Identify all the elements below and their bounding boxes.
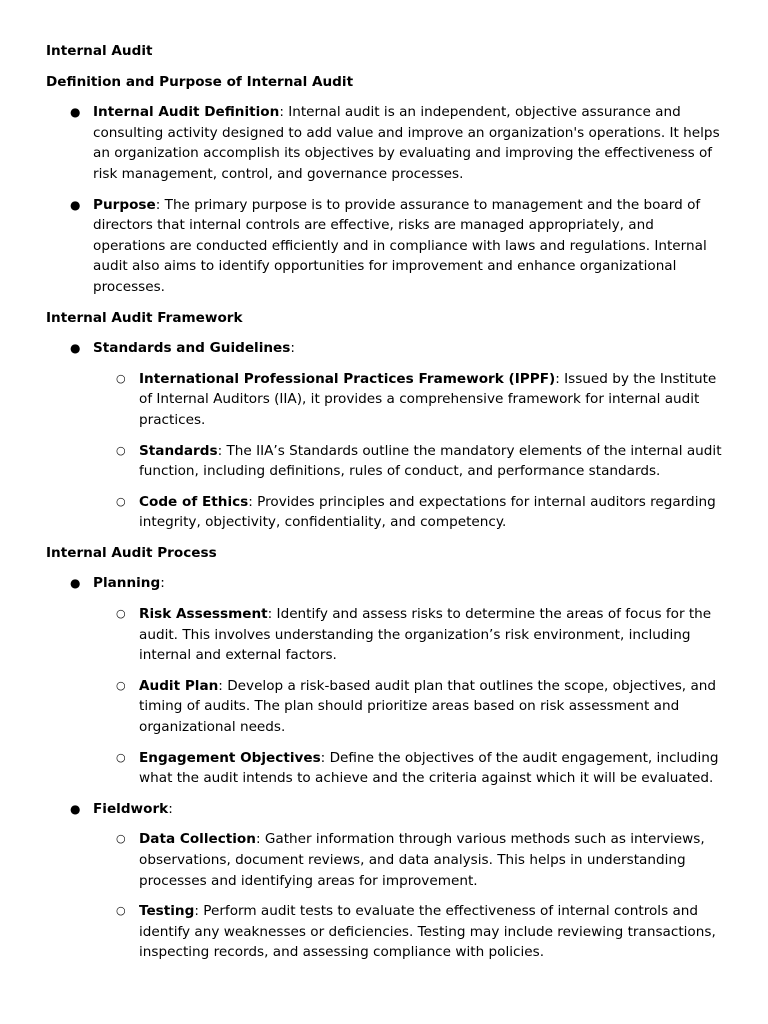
- section-heading: Internal Audit Process: [46, 544, 217, 561]
- item-term: Engagement Objectives: [139, 749, 321, 766]
- document-page: [46, 41, 726, 973]
- sub-bullet-list: [93, 604, 726, 789]
- sub-list-item: [93, 604, 726, 666]
- bullet-circle-icon: ○: [116, 750, 126, 764]
- item-text: : The IIA’s Standards outline the mandatory elements of the internal audit function, including definitions, rules of conduct, and performance standards.: [139, 442, 722, 480]
- bullet-circle-icon: ○: [116, 607, 126, 621]
- item-term: Fieldwork: [93, 800, 169, 817]
- item-term: International Professional Practices Framework (IPPF): [139, 370, 556, 387]
- list-item: [46, 195, 726, 298]
- bullet-circle-icon: ○: [116, 443, 126, 457]
- sub-list-item: [93, 901, 726, 963]
- item-term: Testing: [139, 903, 195, 920]
- item-term: Standards and Guidelines: [93, 340, 291, 357]
- item-term: Standards: [139, 442, 218, 459]
- item-term: Risk Assessment: [139, 606, 268, 623]
- bullet-disc-icon: ●: [70, 105, 81, 120]
- item-term: Internal Audit Definition: [93, 104, 280, 121]
- item-text: : Issued by the Institute of Internal Auditors (IIA), it provides a comprehensive framework for internal audit practices.: [139, 370, 717, 428]
- item-text: : Perform audit tests to evaluate the effectiveness of internal controls and identify any weaknesses or deficiencies. Testing may include reviewing transactions, inspecting records, and assessing compliance with policies.: [139, 903, 716, 961]
- bullet-disc-icon: ●: [70, 801, 81, 816]
- list-item: [46, 102, 726, 184]
- bullet-disc-icon: ●: [70, 576, 81, 591]
- document-title: Internal Audit: [46, 43, 153, 59]
- item-text: :: [290, 340, 295, 357]
- sub-list-item: [93, 369, 726, 431]
- item-term: Purpose: [93, 196, 156, 213]
- bullet-circle-icon: ○: [116, 494, 126, 508]
- item-term: Code of Ethics: [139, 493, 249, 510]
- item-text: : Develop a risk-based audit plan that outlines the scope, objectives, and timing of audits. The plan should prioritize areas based on risk assessment and organizational needs.: [139, 677, 717, 736]
- item-text: :: [160, 575, 165, 592]
- section-heading: Definition and Purpose of Internal Audit: [46, 73, 354, 90]
- item-term: Audit Plan: [139, 677, 219, 694]
- sub-bullet-list: [93, 829, 726, 963]
- bullet-list: [46, 338, 726, 533]
- bullet-circle-icon: ○: [116, 904, 126, 918]
- item-text: : Provides principles and expectations for internal auditors regarding integrity, objectivity, confidentiality, and competency.: [139, 493, 716, 531]
- sub-list-item: [93, 492, 726, 533]
- section-heading: Internal Audit Framework: [46, 309, 243, 326]
- sub-list-item: [93, 441, 726, 482]
- sub-list-item: [93, 829, 726, 891]
- bullet-circle-icon: ○: [116, 832, 126, 846]
- bullet-disc-icon: ●: [70, 341, 81, 356]
- item-text: : The primary purpose is to provide assurance to management and the board of directors that internal controls are effective, risks are managed appropriately, and operations are conducted efficiently and in compliance with laws and regulations. Internal audit also aims to identify opportunities for improvement and enhance organizational processes.: [93, 196, 707, 295]
- sub-list-item: [93, 676, 726, 738]
- bullet-circle-icon: ○: [116, 678, 126, 692]
- sub-bullet-list: [93, 369, 726, 533]
- item-text: : Internal audit is an independent, objective assurance and consulting activity designed to add value and improve an organization's operations. It helps an organization accomplish its objectives by evaluating and improving the effectiveness of risk management, control, and governance processes.: [93, 104, 720, 182]
- bullet-disc-icon: ●: [70, 197, 81, 212]
- bullet-list: [46, 573, 726, 963]
- item-text: : Define the objectives of the audit engagement, including what the audit intends to achieve and the criteria against which it will be evaluated.: [139, 749, 719, 787]
- bullet-list: [46, 102, 726, 297]
- bullet-circle-icon: ○: [116, 371, 126, 385]
- item-text: : Gather information through various methods such as interviews, observations, document reviews, and data analysis. This helps in understanding processes and identifying areas for improvement.: [139, 831, 705, 889]
- list-item: [46, 573, 726, 788]
- item-term: Data Collection: [139, 831, 256, 848]
- item-text: :: [168, 800, 173, 817]
- list-item: [46, 338, 726, 533]
- sub-list-item: [93, 748, 726, 789]
- item-term: Planning: [93, 575, 161, 592]
- item-text: : Identify and assess risks to determine the areas of focus for the audit. This involves understanding the organization’s risk environment, including internal and external factors.: [139, 606, 712, 664]
- list-item: [46, 799, 726, 963]
